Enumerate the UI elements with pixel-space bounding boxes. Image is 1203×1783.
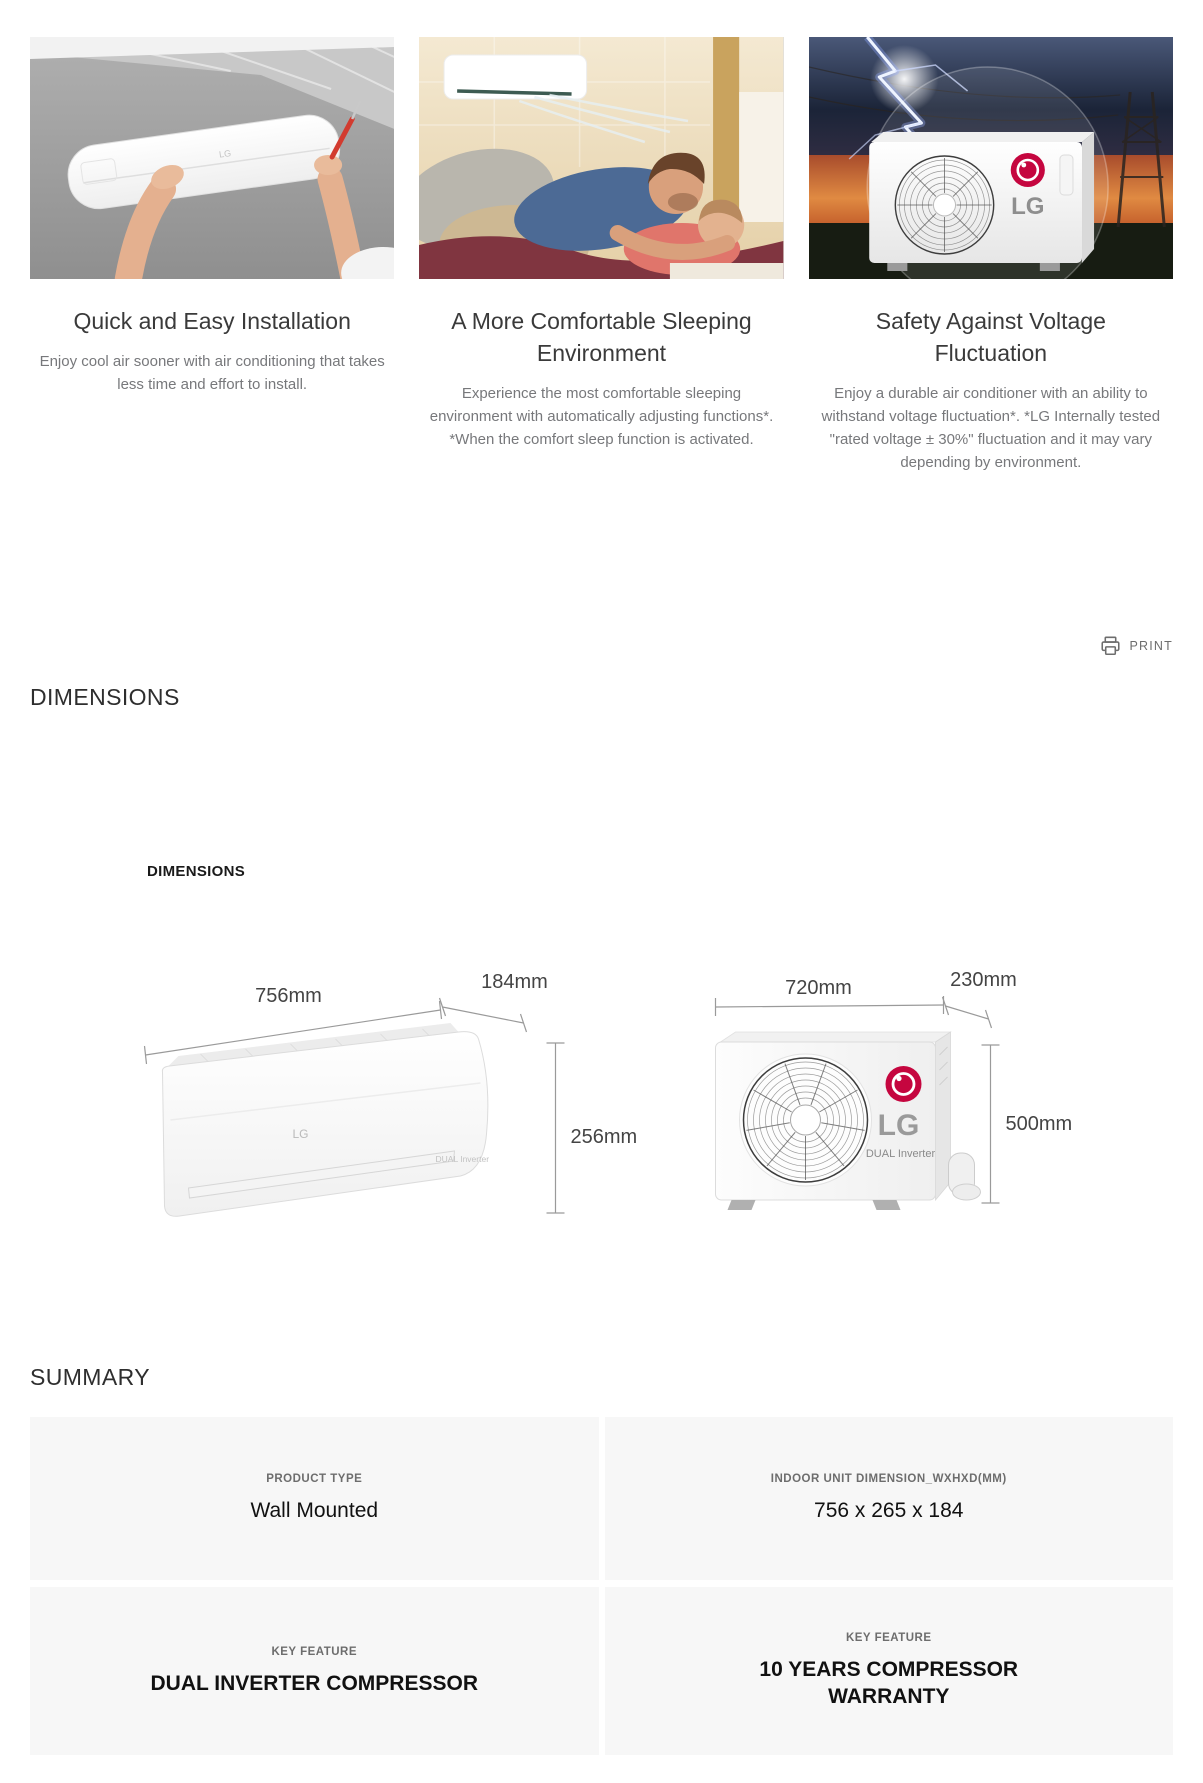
indoor-height-label: 256mm: [570, 1126, 638, 1148]
svg-text:LG: LG: [218, 148, 232, 160]
card-body: Enjoy a durable air conditioner with an ability to withstand voltage fluctuation*. *LG Internally tested "rated voltage ± 30%" fluctuation and it may vary depending by environment.: [821, 385, 1161, 471]
cell-label: KEY FEATURE: [271, 1645, 358, 1658]
indoor-depth-label: 184mm: [481, 971, 548, 993]
svg-text:DUAL Inverter: DUAL Inverter: [435, 1154, 490, 1164]
feature-cards: [30, 37, 1173, 474]
indoor-height-line: [547, 1043, 565, 1213]
svg-text:LG: LG: [292, 1127, 309, 1141]
card-title: Quick and Easy Installation: [73, 308, 351, 334]
outdoor-height-line: [982, 1045, 1000, 1203]
outdoor-height-label: 500mm: [1005, 1113, 1073, 1135]
cell-label: PRODUCT TYPE: [266, 1473, 363, 1485]
card-body: Experience the most comfortable sleeping environment with automatically adjusting functions*. *When the comfort sleep function is activated.: [429, 385, 774, 448]
indoor-width-label: 756mm: [255, 985, 322, 1007]
cell-value: DUAL INVERTER COMPRESSOR: [150, 1671, 478, 1695]
summary-cell-product-type: [30, 1417, 599, 1580]
sleeping-photo: [419, 37, 783, 279]
print-label: PRINT: [1129, 639, 1173, 653]
summary-section-title: SUMMARY: [30, 1364, 150, 1390]
installation-photo: [30, 37, 394, 279]
cell-label: INDOOR UNIT DIMENSION_WXHXD(MM): [770, 1473, 1007, 1485]
dimensions-section-title: DIMENSIONS: [30, 684, 180, 710]
outdoor-tagline-text: DUAL Inverter: [865, 1148, 936, 1160]
cell-value: Wall Mounted: [250, 1499, 379, 1522]
card-title: Safety Against Voltage Fluctuation: [875, 308, 1106, 366]
outdoor-width-label: 720mm: [785, 977, 852, 999]
summary-cell-key-feature-1: [30, 1587, 599, 1755]
outdoor-depth-label: 230mm: [950, 969, 1017, 991]
cell-label: KEY FEATURE: [845, 1632, 932, 1644]
indoor-unit-drawing: [145, 971, 638, 1216]
feature-card-installation: [30, 37, 394, 474]
summary-cell-indoor-dimension: [605, 1417, 1174, 1580]
print-row: [30, 634, 1173, 658]
feature-card-voltage: [809, 37, 1173, 474]
summary-table: [30, 1417, 1173, 1755]
print-button[interactable]: [1100, 634, 1174, 658]
svg-text:LG: LG: [1010, 193, 1045, 220]
cell-value: 10 YEARS COMPRESSOR WARRANTY: [759, 1658, 1019, 1708]
outdoor-unit-drawing: [716, 969, 1073, 1210]
summary-cell-key-feature-2: [605, 1587, 1174, 1755]
outdoor-brand-text: LG: [877, 1109, 920, 1142]
outdoor-depth-line: [943, 997, 992, 1028]
voltage-photo: [809, 37, 1173, 279]
printer-icon: [1100, 636, 1121, 656]
card-title: A More Comfortable Sleeping Environment: [451, 308, 752, 366]
lg-logo: [886, 1066, 922, 1102]
dimensions-diagram: [30, 920, 1171, 1240]
feature-card-sleeping: [419, 37, 783, 474]
cell-value: 756 x 265 x 184: [814, 1499, 964, 1522]
diagram-title: DIMENSIONS: [147, 863, 246, 880]
outdoor-width-line: [716, 996, 944, 1016]
card-body: Enjoy cool air sooner with air conditioning that takes less time and effort to install.: [39, 353, 385, 393]
